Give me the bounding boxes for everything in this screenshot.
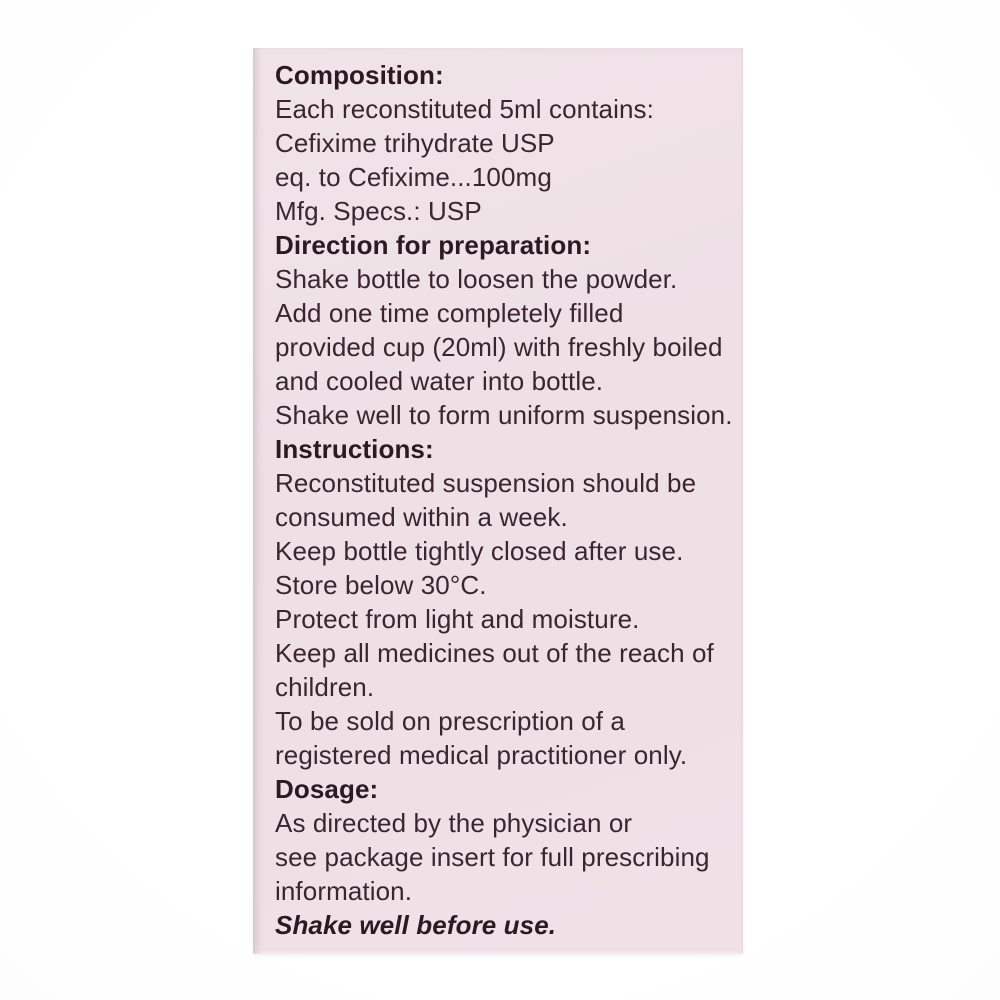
label-line: As directed by the physician or [275, 808, 633, 838]
label-line: Keep bottle tightly closed after use. [275, 536, 684, 566]
label-line: eq. to Cefixime...100mg [275, 162, 552, 192]
label-line: information. [275, 876, 413, 906]
label-line: Shake bottle to loosen the powder. [275, 264, 678, 294]
label-line: Reconstituted suspension should be [275, 468, 697, 498]
label-line: Dosage: [275, 774, 379, 804]
label-line: To be sold on prescription of a [275, 706, 625, 736]
label-text-block [275, 58, 733, 942]
label-line: consumed within a week. [275, 502, 568, 532]
label-line: Composition: [275, 60, 444, 90]
label-line: Shake well before use. [275, 910, 557, 940]
label-line: registered medical practitioner only. [275, 740, 688, 770]
label-line: provided cup (20ml) with freshly boiled [275, 332, 723, 362]
label-line: Protect from light and moisture. [275, 604, 640, 634]
label-line: Each reconstituted 5ml contains: [275, 94, 654, 124]
label-line: Add one time completely filled [275, 298, 624, 328]
medicine-box-side-panel [253, 48, 743, 954]
label-line: Instructions: [275, 434, 434, 464]
label-line: and cooled water into bottle. [275, 366, 604, 396]
label-line: children. [275, 672, 375, 702]
label-line: Cefixime trihydrate USP [275, 128, 555, 158]
label-line: Keep all medicines out of the reach of [275, 638, 714, 668]
label-line: Mfg. Specs.: USP [275, 196, 482, 226]
label-line: Store below 30°C. [275, 570, 487, 600]
label-line: Direction for preparation: [275, 230, 592, 260]
label-line: see package insert for full prescribing [275, 842, 710, 872]
label-line: Shake well to form uniform suspension. [275, 400, 733, 430]
